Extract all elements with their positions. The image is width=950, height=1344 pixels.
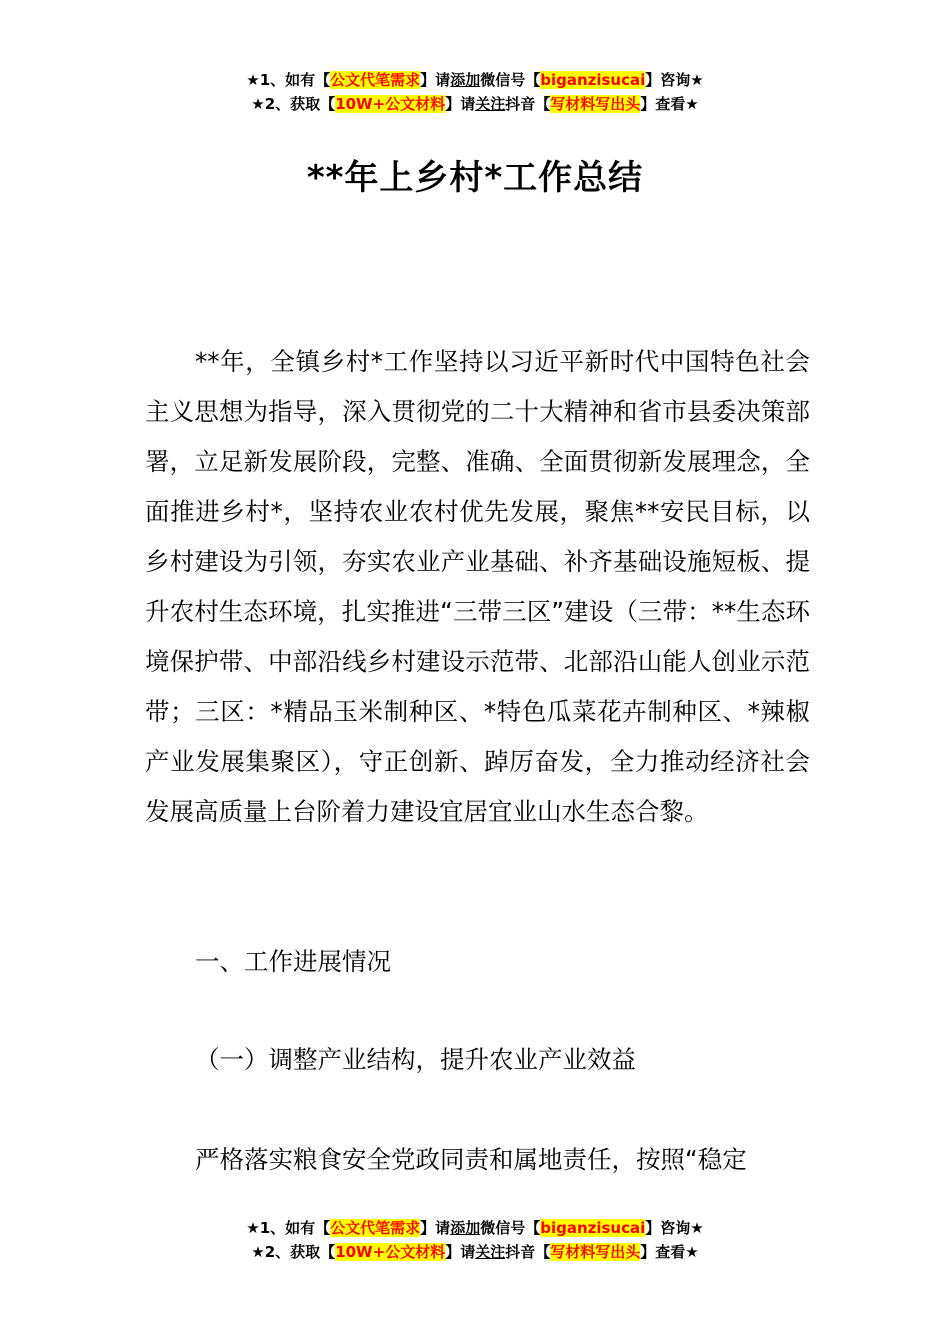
footer-line1-underlined: 添加 (450, 1219, 481, 1237)
footer-banner (0, 1216, 950, 1264)
banner-line1-mid2: 微信号【 (480, 71, 541, 89)
subsection-heading-1: （一）调整产业结构，提升农业产业效益 (195, 1045, 636, 1074)
footer-line2-mid: 】请 (445, 1243, 476, 1261)
banner-line2-mid: 】请 (445, 95, 476, 113)
banner-line2-highlight-materials: 10W+公文材料 (335, 95, 446, 113)
banner-line1-mid: 】请 (420, 71, 451, 89)
section-heading-1: 一、工作进展情况 (195, 947, 391, 976)
footer-line2-highlight-douyin: 写材料写出头 (550, 1243, 641, 1261)
banner-line2-suffix: 】查看★ (640, 95, 699, 113)
banner-line-2 (0, 92, 950, 116)
footer-line2-prefix: ★2、获取【 (251, 1243, 336, 1261)
banner-line2-prefix: ★2、获取【 (251, 95, 336, 113)
footer-banner-line-1 (0, 1216, 950, 1240)
banner-line1-highlight-wechat: biganzisucai (540, 71, 646, 89)
banner-line1-suffix: 】咨询★ (645, 71, 704, 89)
banner-line2-highlight-douyin: 写材料写出头 (550, 95, 641, 113)
body-paragraph-start: 严格落实粮食安全党政同责和属地责任，按照“稳定 (195, 1145, 747, 1174)
banner-line1-underlined: 添加 (450, 71, 481, 89)
footer-line1-mid2: 微信号【 (480, 1219, 541, 1237)
banner-line2-underlined: 关注 (475, 95, 506, 113)
footer-line1-highlight-wechat: biganzisucai (540, 1219, 646, 1237)
banner-line1-highlight-service: 公文代笔需求 (330, 71, 421, 89)
footer-line1-prefix: ★1、如有【 (246, 1219, 331, 1237)
header-banner (0, 68, 950, 116)
footer-line1-mid: 】请 (420, 1219, 451, 1237)
footer-line2-suffix: 】查看★ (640, 1243, 699, 1261)
banner-line2-mid2: 抖音【 (505, 95, 551, 113)
intro-paragraph: **年，全镇乡村*工作坚持以习近平新时代中国特色社会主义思想为指导，深入贯彻党的二十大精神和省市县委决策部署，立足新发展阶段，完整、准确、全面贯彻新发展理念，全面推进乡村*，坚持农业农村优先发展，聚焦**安民目标，以乡村建设为引领，夯实农业产业基础、补齐基础设施短板、提升农村生态环境，扎实推进“三带三区”建设（三带：**生态环境保护带、中部沿线乡村建设示范带、北部沿山能人创业示范带；三区：*精品玉米制种区、*特色瓜菜花卉制种区、*辣椒产业发展集聚区），守正创新、踔厉奋发，全力推动经济社会发展高质量上台阶着力建设宜居宜业山水生态合黎。 (145, 347, 810, 826)
footer-banner-line-2 (0, 1240, 950, 1264)
footer-line2-highlight-materials: 10W+公文材料 (335, 1243, 446, 1261)
footer-line2-underlined: 关注 (475, 1243, 506, 1261)
footer-line1-suffix: 】咨询★ (645, 1219, 704, 1237)
document-title: **年上乡村*工作总结 (306, 158, 644, 198)
footer-line1-highlight-service: 公文代笔需求 (330, 1219, 421, 1237)
footer-line2-mid2: 抖音【 (505, 1243, 551, 1261)
banner-line-1 (0, 68, 950, 92)
banner-line1-prefix: ★1、如有【 (246, 71, 331, 89)
